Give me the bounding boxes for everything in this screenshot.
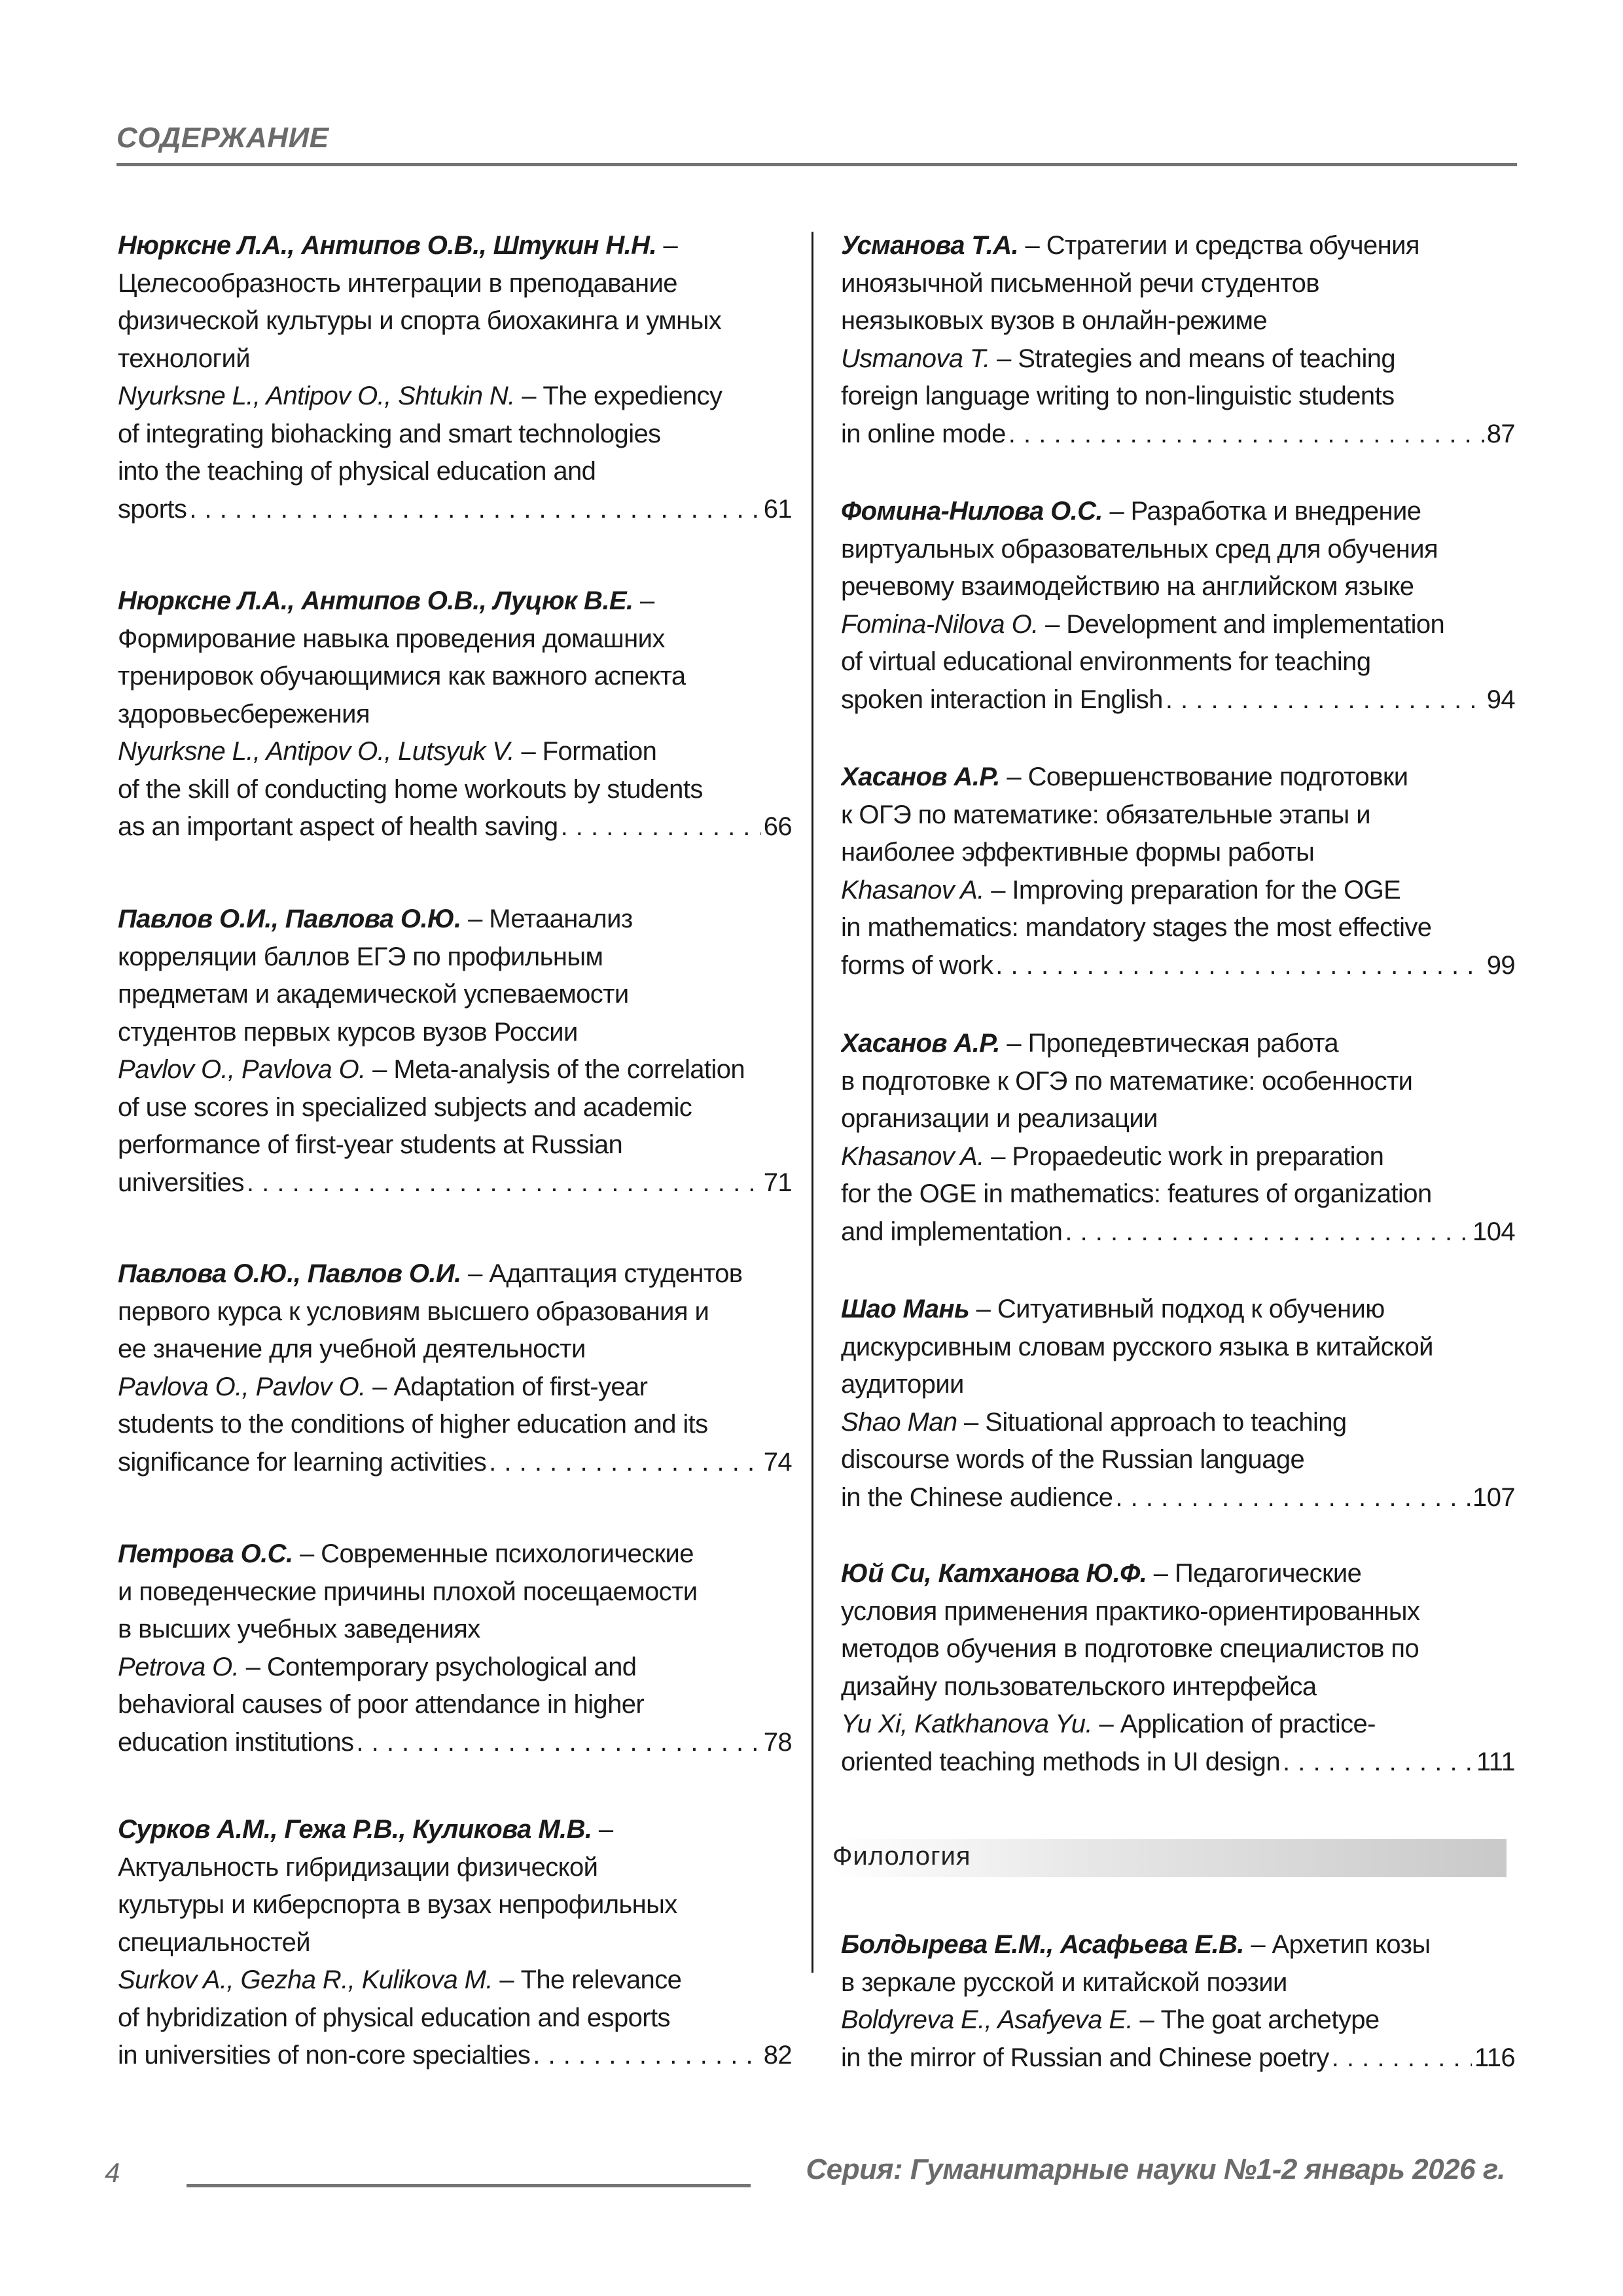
dash-separator: – — [1018, 231, 1046, 260]
entry-title-en: Contemporary psychological and — [266, 1652, 637, 1681]
entry-title-ru: физической культуры и спорта биохакинга и умных — [118, 306, 722, 335]
entry-authors-ru: Нюрксне Л.А., Антипов О.В., Луцюк В.Е. — [118, 586, 633, 615]
entry-title-ru: Метаанализ — [489, 905, 633, 933]
entry-title-en: in the mirror of Russian and Chinese poetry — [841, 2043, 1329, 2072]
dash-separator: – — [957, 1407, 986, 1437]
entry-authors-ru: Павлова О.Ю., Павлов О.И. — [118, 1259, 461, 1288]
dash-separator: – — [492, 1965, 521, 1994]
entry-title-en: Propaedeutic work in preparation — [1012, 1141, 1384, 1171]
footer-rule — [187, 2184, 751, 2187]
entry-title-ru: Адаптация студентов — [489, 1259, 743, 1288]
entry-authors-ru: Юй Си, Катханова Ю.Ф. — [841, 1559, 1147, 1588]
dot-leader — [1115, 1479, 1470, 1517]
dash-separator: – — [592, 1815, 620, 1844]
entry-title-ru: ее значение для учебной деятельности — [118, 1335, 586, 1363]
toc-entry[interactable] — [841, 1291, 1515, 1516]
entry-title-en: as an important aspect of health saving — [118, 812, 558, 841]
entry-title-ru: Педагогические — [1174, 1559, 1362, 1588]
entry-authors-ru: Хасанов А.Р. — [841, 762, 1000, 791]
dot-leader — [247, 1164, 761, 1202]
dot-leader — [995, 947, 1484, 985]
entry-title-en: of use scores in specialized subjects and academic — [118, 1092, 692, 1122]
entry-page-number[interactable]: 107 — [1472, 1482, 1515, 1512]
dash-separator: – — [999, 1029, 1028, 1058]
entry-page-number[interactable]: 116 — [1474, 2043, 1515, 2072]
entry-title-en: Situational approach to teaching — [985, 1407, 1347, 1437]
dash-separator: – — [293, 1539, 321, 1568]
entry-title-ru: Архетип козы — [1272, 1930, 1431, 1959]
entry-title-en: in mathematics: mandatory stages the most effective — [841, 913, 1432, 942]
entry-title-ru: в зеркале русской и китайской поэзии — [841, 1967, 1287, 1997]
section-label: Филология — [832, 1842, 971, 1871]
entry-page-number[interactable]: 66 — [763, 812, 792, 841]
footer-series-title: Серия: Гуманитарные науки №1-2 январь 2026 г. — [806, 2153, 1505, 2185]
entry-title-en: Meta-analysis of the correlation — [393, 1055, 745, 1084]
entry-title-en: foreign language writing to non-linguistic students — [841, 382, 1395, 410]
entry-title-en: performance of first-year students at Russian — [118, 1130, 623, 1159]
dash-separator: – — [990, 344, 1018, 373]
toc-entry[interactable] — [841, 1025, 1515, 1251]
dash-separator: – — [461, 905, 490, 933]
dot-leader — [1283, 1744, 1474, 1782]
entry-title-ru: в высших учебных заведениях — [118, 1615, 480, 1643]
entry-title-en: into the teaching of physical education and — [118, 457, 596, 486]
entry-title-ru: студентов первых курсов вузов России — [118, 1017, 578, 1047]
toc-entry[interactable] — [841, 493, 1515, 719]
entry-authors-en: Surkov A., Gezha R., Kulikova M. — [118, 1965, 493, 1994]
entry-title-ru: к ОГЭ по математике: обязательные этапы и — [841, 800, 1370, 829]
entry-title-ru: предметам и академической успеваемости — [118, 980, 629, 1009]
entry-title-ru: Разработка и внедрение — [1130, 497, 1421, 526]
entry-title-en: forms of work — [841, 950, 993, 980]
entry-title-ru: Целесообразность интеграции в преподавание — [118, 268, 677, 298]
entry-title-en: in online mode — [841, 419, 1006, 448]
dot-leader — [189, 491, 760, 529]
entry-authors-en: Khasanov A. — [841, 875, 984, 905]
toc-entry[interactable] — [841, 227, 1515, 453]
entry-title-ru: речевому взаимодействию на английском языке — [841, 572, 1414, 601]
entry-title-ru: здоровьесбережения — [118, 699, 370, 728]
entry-authors-en: Nyurksne L., Antipov O., Shtukin N. — [118, 382, 515, 410]
toc-entry[interactable] — [118, 583, 792, 846]
entry-authors-ru: Усманова Т.А. — [841, 231, 1018, 260]
entry-title-ru: культуры и киберспорта в вузах непрофильных — [118, 1890, 677, 1919]
entry-title-en: The expediency — [543, 382, 722, 410]
toc-entry[interactable] — [118, 1811, 792, 2075]
entry-page-number[interactable]: 87 — [1486, 419, 1515, 448]
dash-separator: – — [633, 586, 662, 615]
dash-separator: – — [1132, 2005, 1161, 2034]
entry-authors-en: Pavlov O., Pavlova O. — [118, 1055, 366, 1084]
dot-leader — [489, 1444, 761, 1482]
entry-title-en: students to the conditions of higher education and its — [118, 1410, 708, 1439]
entry-title-en: in universities of non-core specialties — [118, 2041, 531, 2070]
dash-separator: – — [514, 737, 543, 766]
entry-title-ru: неязыковых вузов в онлайн-режиме — [841, 306, 1267, 335]
entry-title-en: Strategies and means of teaching — [1018, 344, 1396, 373]
entry-title-ru: организации и реализации — [841, 1104, 1158, 1133]
entry-title-en: The goat archetype — [1160, 2005, 1380, 2034]
entry-page-number[interactable]: 111 — [1476, 1747, 1515, 1776]
toc-entry[interactable] — [841, 1555, 1515, 1781]
entry-authors-en: Petrova O. — [118, 1652, 240, 1681]
entry-title-en: oriented teaching methods in UI design — [841, 1747, 1280, 1776]
dash-separator: – — [1038, 609, 1067, 639]
entry-title-en: of the skill of conducting home workouts by students — [118, 774, 703, 804]
entry-title-ru: условия применения практико-ориентированных — [841, 1596, 1420, 1626]
page-header-title: СОДЕРЖАНИЕ — [116, 122, 329, 154]
dot-leader — [533, 2037, 760, 2075]
entry-title-ru: Актуальность гибридизации физической — [118, 1852, 598, 1882]
entry-title-ru: дизайну пользовательского интерфейса — [841, 1672, 1317, 1701]
entry-title-en: The relevance — [520, 1965, 682, 1994]
dot-leader — [1008, 416, 1484, 454]
entry-title-ru: Стратегии и средства обучения — [1046, 231, 1419, 260]
entry-title-ru: методов обучения в подготовке специалистов по — [841, 1634, 1419, 1663]
entry-page-number[interactable]: 78 — [763, 1727, 792, 1757]
column-divider — [812, 232, 813, 1973]
dash-separator: – — [984, 1141, 1012, 1171]
entry-page-number[interactable]: 61 — [763, 494, 792, 524]
entry-authors-ru: Нюрксне Л.А., Антипов О.В., Штукин Н.Н. — [118, 231, 656, 260]
entry-title-ru: Современные психологические — [321, 1539, 694, 1568]
dash-separator: – — [1147, 1559, 1175, 1588]
entry-title-en: Formation — [542, 737, 657, 766]
entry-title-en: Adaptation of first-year — [393, 1372, 648, 1401]
entry-title-ru: Ситуативный подход к обучению — [997, 1295, 1385, 1323]
dash-separator: – — [239, 1652, 267, 1681]
dot-leader — [356, 1724, 760, 1762]
entry-title-ru: аудитории — [841, 1370, 964, 1399]
header-rule — [116, 163, 1517, 166]
entry-authors-en: Fomina-Nilova O. — [841, 609, 1039, 639]
entry-authors-en: Pavlova O., Pavlov O. — [118, 1372, 366, 1401]
entry-title-en: of hybridization of physical education and esports — [118, 2003, 670, 2032]
footer-page-number: 4 — [105, 2157, 120, 2188]
entry-title-en: sports — [118, 494, 187, 524]
entry-title-ru: наиболее эффективные формы работы — [841, 838, 1315, 867]
dash-separator: – — [365, 1372, 394, 1401]
entry-title-en: spoken interaction in English — [841, 685, 1163, 714]
entry-title-en: Development and implementation — [1066, 609, 1445, 639]
entry-title-en: discourse words of the Russian language — [841, 1445, 1305, 1474]
entry-title-ru: виртуальных образовательных сред для обучения — [841, 534, 1438, 564]
toc-entry[interactable] — [118, 227, 792, 528]
dash-separator: – — [514, 382, 543, 410]
entry-authors-ru: Шао Мань — [841, 1295, 970, 1323]
entry-title-ru: дискурсивным словам русского языка в китайской — [841, 1332, 1433, 1361]
entry-title-en: education institutions — [118, 1727, 354, 1757]
dash-separator: – — [999, 762, 1028, 791]
entry-authors-ru: Фомина-Нилова О.С. — [841, 497, 1103, 526]
entry-title-ru: специальностей — [118, 1928, 310, 1957]
dash-separator: – — [461, 1259, 490, 1288]
entry-title-ru: Пропедевтическая работа — [1027, 1029, 1339, 1058]
entry-title-en: for the OGE in mathematics: features of organization — [841, 1179, 1432, 1208]
entry-title-en: of virtual educational environments for teaching — [841, 647, 1371, 676]
entry-title-ru: первого курса к условиям высшего образования и — [118, 1297, 709, 1326]
entry-title-ru: корреляции баллов ЕГЭ по профильным — [118, 942, 603, 971]
entry-authors-en: Khasanov A. — [841, 1141, 984, 1171]
dash-separator: – — [365, 1055, 394, 1084]
entry-title-ru: Совершенствование подготовки — [1027, 762, 1408, 791]
dash-separator: – — [1102, 497, 1131, 526]
dot-leader — [1065, 1213, 1470, 1251]
entry-authors-en: Usmanova T. — [841, 344, 990, 373]
entry-title-en: significance for learning activities — [118, 1447, 487, 1477]
section-header-philology — [831, 1839, 1507, 1877]
entry-title-en: Application of practice- — [1120, 1710, 1376, 1738]
toc-entry[interactable] — [841, 759, 1515, 984]
dash-separator: – — [969, 1295, 997, 1323]
dot-leader — [1332, 2039, 1472, 2077]
entry-authors-ru: Павлов О.И., Павлова О.Ю. — [118, 905, 461, 933]
entry-authors-en: Nyurksne L., Antipov O., Lutsyuk V. — [118, 737, 514, 766]
entry-page-number[interactable]: 74 — [763, 1447, 792, 1477]
entry-title-en: universities — [118, 1168, 244, 1197]
entry-title-en: and implementation — [841, 1217, 1063, 1246]
entry-authors-en: Boldyreva E., Asafyeva E. — [841, 2005, 1133, 2034]
entry-page-number[interactable]: 99 — [1486, 950, 1515, 980]
entry-page-number[interactable]: 82 — [763, 2041, 792, 2070]
dash-separator: – — [984, 875, 1012, 905]
toc-entry[interactable] — [118, 1535, 792, 1761]
entry-title-en: behavioral causes of poor attendance in higher — [118, 1690, 645, 1719]
toc-entry[interactable] — [118, 1255, 792, 1481]
dot-leader — [1166, 681, 1484, 719]
entry-title-en: of integrating biohacking and smart technologies — [118, 419, 661, 448]
entry-page-number[interactable]: 71 — [763, 1168, 792, 1197]
dash-separator: – — [656, 231, 685, 260]
entry-authors-en: Shao Man — [841, 1407, 957, 1437]
entry-title-en: in the Chinese audience — [841, 1482, 1113, 1512]
toc-entry[interactable] — [118, 901, 792, 1202]
dash-separator: – — [1243, 1930, 1272, 1959]
dot-leader — [561, 808, 761, 846]
entry-title-ru: технологий — [118, 344, 251, 373]
entry-page-number[interactable]: 94 — [1486, 685, 1515, 714]
entry-authors-ru: Петрова О.С. — [118, 1539, 293, 1568]
entry-page-number[interactable]: 104 — [1472, 1217, 1515, 1246]
entry-authors-en: Yu Xi, Katkhanova Yu. — [841, 1710, 1092, 1738]
entry-title-ru: иноязычной письменной речи студентов — [841, 268, 1319, 298]
entry-title-ru: в подготовке к ОГЭ по математике: особенности — [841, 1066, 1413, 1096]
entry-title-ru: Формирование навыка проведения домашних — [118, 624, 665, 653]
toc-entry[interactable] — [841, 1926, 1515, 2077]
entry-authors-ru: Сурков А.М., Гежа Р.В., Куликова М.В. — [118, 1815, 592, 1844]
entry-title-en: Improving preparation for the OGE — [1012, 875, 1401, 905]
dash-separator: – — [1092, 1710, 1120, 1738]
entry-authors-ru: Хасанов А.Р. — [841, 1029, 1000, 1058]
entry-title-ru: и поведенческие причины плохой посещаемости — [118, 1577, 698, 1606]
entry-title-ru: тренировок обучающимися как важного аспекта — [118, 662, 686, 691]
entry-authors-ru: Болдырева Е.М., Асафьева Е.В. — [841, 1930, 1244, 1959]
